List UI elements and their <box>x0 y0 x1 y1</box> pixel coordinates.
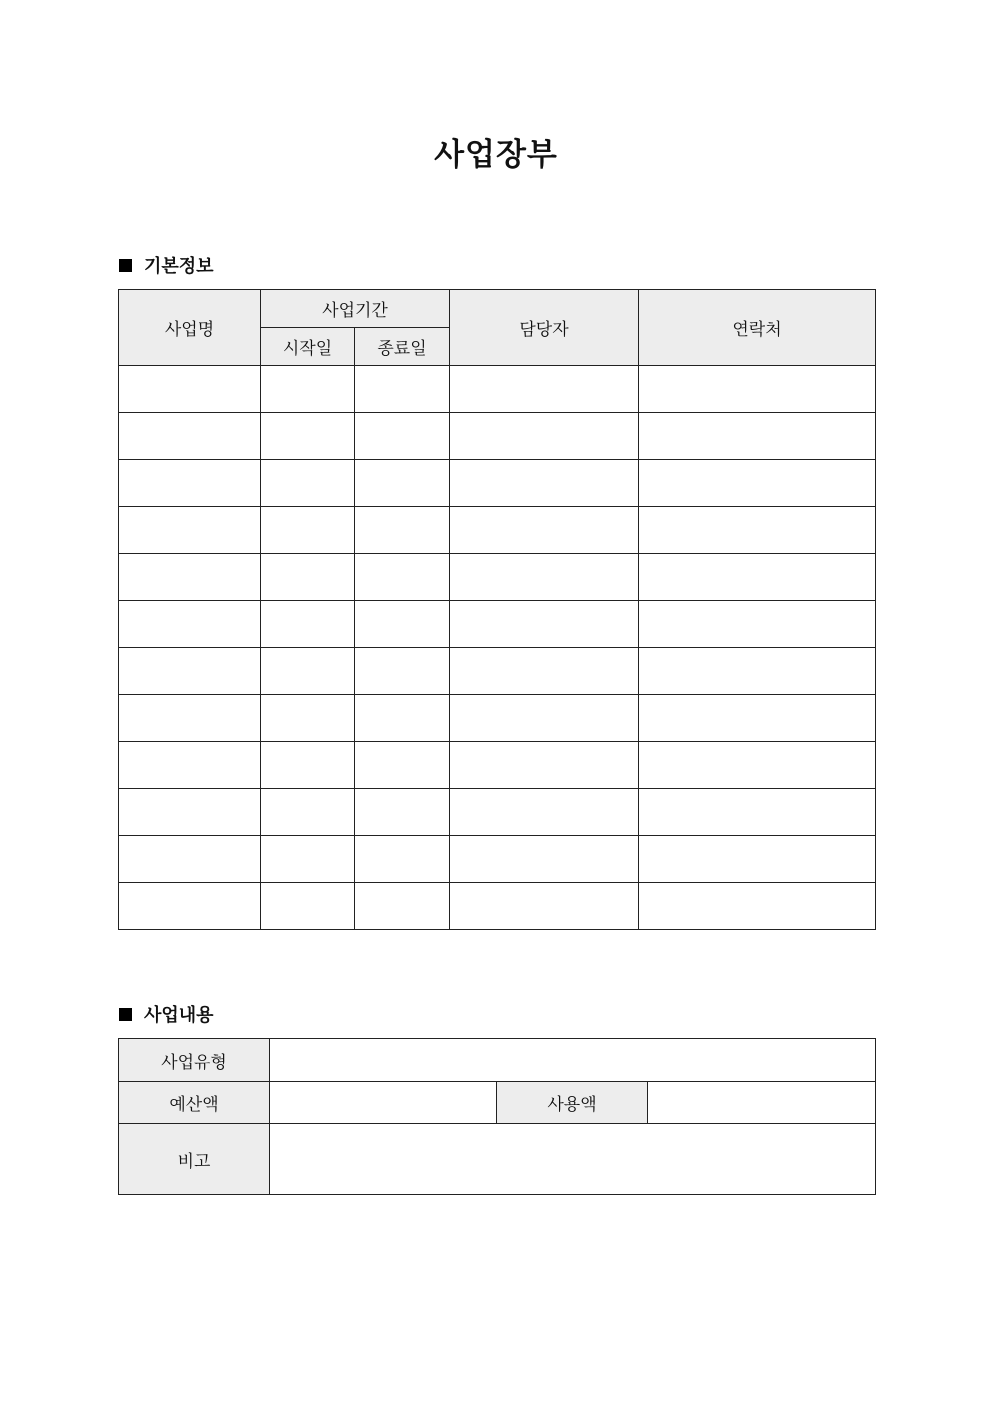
manager-cell[interactable] <box>450 883 639 930</box>
project-name-cell[interactable] <box>119 695 261 742</box>
end-date-cell[interactable] <box>355 413 450 460</box>
start-date-cell[interactable] <box>261 413 355 460</box>
start-date-cell[interactable] <box>261 554 355 601</box>
start-date-cell[interactable] <box>261 648 355 695</box>
end-date-cell[interactable] <box>355 883 450 930</box>
manager-cell[interactable] <box>450 648 639 695</box>
contact-cell[interactable] <box>639 507 876 554</box>
project-content-table <box>118 1038 876 1195</box>
table-row <box>119 601 876 648</box>
table-row <box>119 554 876 601</box>
manager-cell[interactable] <box>450 695 639 742</box>
start-date-cell[interactable] <box>261 460 355 507</box>
manager-cell[interactable] <box>450 554 639 601</box>
contact-cell[interactable] <box>639 883 876 930</box>
project-name-cell[interactable] <box>119 366 261 413</box>
table-row <box>119 366 876 413</box>
start-date-cell[interactable] <box>261 742 355 789</box>
table-row <box>119 742 876 789</box>
contact-cell[interactable] <box>639 554 876 601</box>
project-name-cell[interactable] <box>119 554 261 601</box>
project-name-cell[interactable] <box>119 789 261 836</box>
end-date-cell[interactable] <box>355 366 450 413</box>
header-manager: 담당자 <box>450 290 639 366</box>
remarks-field[interactable] <box>270 1124 876 1195</box>
table-row <box>119 460 876 507</box>
start-date-cell[interactable] <box>261 695 355 742</box>
project-name-cell[interactable] <box>119 413 261 460</box>
manager-cell[interactable] <box>450 460 639 507</box>
manager-cell[interactable] <box>450 601 639 648</box>
manager-cell[interactable] <box>450 789 639 836</box>
project-name-cell[interactable] <box>119 648 261 695</box>
header-project-name: 사업명 <box>119 290 261 366</box>
end-date-cell[interactable] <box>355 507 450 554</box>
project-name-cell[interactable] <box>119 601 261 648</box>
section-heading-label: 사업내용 <box>144 1005 214 1026</box>
section-heading-project-content <box>119 1002 214 1026</box>
start-date-cell[interactable] <box>261 601 355 648</box>
table-row <box>119 695 876 742</box>
budget-field[interactable] <box>270 1082 497 1124</box>
contact-cell[interactable] <box>639 413 876 460</box>
contact-cell[interactable] <box>639 789 876 836</box>
project-type-field[interactable] <box>270 1039 876 1082</box>
contact-cell[interactable] <box>639 836 876 883</box>
contact-cell[interactable] <box>639 366 876 413</box>
end-date-cell[interactable] <box>355 742 450 789</box>
project-name-cell[interactable] <box>119 836 261 883</box>
table-row <box>119 507 876 554</box>
project-name-cell[interactable] <box>119 507 261 554</box>
end-date-cell[interactable] <box>355 836 450 883</box>
square-bullet-icon <box>119 1008 132 1021</box>
project-name-cell[interactable] <box>119 883 261 930</box>
manager-cell[interactable] <box>450 507 639 554</box>
contact-cell[interactable] <box>639 695 876 742</box>
end-date-cell[interactable] <box>355 648 450 695</box>
header-project-period: 사업기간 <box>261 290 450 328</box>
end-date-cell[interactable] <box>355 554 450 601</box>
amount-spent-field[interactable] <box>648 1082 876 1124</box>
table-row <box>119 413 876 460</box>
end-date-cell[interactable] <box>355 601 450 648</box>
manager-cell[interactable] <box>450 836 639 883</box>
header-end-date: 종료일 <box>355 328 450 366</box>
section-heading-basic-info <box>119 253 214 277</box>
header-start-date: 시작일 <box>261 328 355 366</box>
contact-cell[interactable] <box>639 460 876 507</box>
table-row <box>119 648 876 695</box>
start-date-cell[interactable] <box>261 507 355 554</box>
start-date-cell[interactable] <box>261 836 355 883</box>
table-row <box>119 883 876 930</box>
project-name-cell[interactable] <box>119 742 261 789</box>
label-amount-spent: 사용액 <box>497 1082 648 1124</box>
table-row <box>119 836 876 883</box>
manager-cell[interactable] <box>450 413 639 460</box>
end-date-cell[interactable] <box>355 460 450 507</box>
start-date-cell[interactable] <box>261 883 355 930</box>
manager-cell[interactable] <box>450 366 639 413</box>
label-remarks: 비고 <box>119 1124 270 1195</box>
section-heading-label: 기본정보 <box>144 256 214 277</box>
square-bullet-icon <box>119 259 132 272</box>
contact-cell[interactable] <box>639 742 876 789</box>
start-date-cell[interactable] <box>261 366 355 413</box>
basic-info-table <box>118 289 876 930</box>
start-date-cell[interactable] <box>261 789 355 836</box>
label-project-type: 사업유형 <box>119 1039 270 1082</box>
basic-info-rows <box>119 366 876 930</box>
contact-cell[interactable] <box>639 601 876 648</box>
end-date-cell[interactable] <box>355 695 450 742</box>
table-row <box>119 789 876 836</box>
document-title: 사업장부 <box>434 137 558 173</box>
header-contact: 연락처 <box>639 290 876 366</box>
contact-cell[interactable] <box>639 648 876 695</box>
manager-cell[interactable] <box>450 742 639 789</box>
end-date-cell[interactable] <box>355 789 450 836</box>
project-name-cell[interactable] <box>119 460 261 507</box>
label-budget: 예산액 <box>119 1082 270 1124</box>
